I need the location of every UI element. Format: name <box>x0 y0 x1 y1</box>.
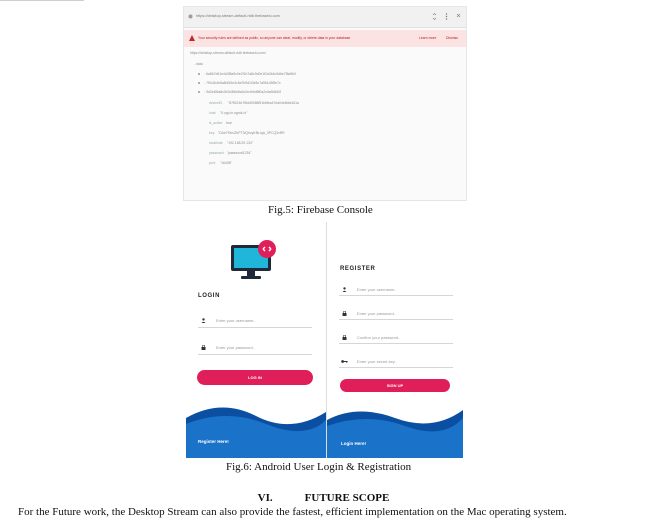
secret-key-underline <box>339 367 453 368</box>
username-input[interactable]: Enter your username.. <box>216 318 256 323</box>
lock-icon <box>188 14 193 19</box>
secret-key-input[interactable]: Enter your secret key.. <box>357 359 397 364</box>
db-root-key[interactable]: - data <box>194 62 203 66</box>
reg-password-input[interactable]: Enter your password.. <box>357 311 396 316</box>
lock-icon <box>342 335 347 340</box>
db-entry[interactable]: - 9d2e4f6a8c0b2d4f6e8a0c2e4b6d8f0a2c4e6b8d0f <box>204 90 281 94</box>
db-entry[interactable]: - 7f0c2b4e6a8d0f1e3c5a7b9d1f3e5c7a9b1d3f5e7c <box>204 81 281 85</box>
register-link[interactable]: Register Here! <box>198 439 229 444</box>
field-value: "87ff224e7f6dd9268f51b6fea47ea04e6bfa161a <box>228 101 299 105</box>
register-title: REGISTER <box>340 266 376 272</box>
login-button[interactable]: LOG IN <box>197 370 313 385</box>
more-vert-icon[interactable] <box>444 13 449 20</box>
reg-password-underline <box>339 319 453 320</box>
user-icon <box>201 318 206 323</box>
field-key: password: <box>209 151 225 155</box>
field-key: localhost: <box>209 141 224 145</box>
body-paragraph: For the Future work, the Desktop Stream can also provide the fastest, efficient implementation on the Mac operating system. <box>18 506 567 518</box>
field-value: true <box>226 121 232 125</box>
password-input[interactable]: Enter your password.. <box>216 345 255 350</box>
db-path: https://desktop-stream-default-rtdb.firebaseio.com/ <box>190 51 266 55</box>
browser-url: https://desktop-stream-default-rtdb.firebaseio.com <box>196 14 280 18</box>
tree-bullet <box>198 82 200 84</box>
field-key: devicelD: <box>209 101 223 105</box>
lock-icon <box>342 311 347 316</box>
key-icon <box>341 359 348 364</box>
user-icon <box>342 287 347 292</box>
signup-button[interactable]: SIGN UP <box>340 379 450 392</box>
reg-username-underline <box>339 295 453 296</box>
security-warning-banner <box>184 30 466 47</box>
warning-text: Your security rules are defined as public, so anyone can steal, modify, or delete data in your database <box>198 36 351 40</box>
db-entry[interactable]: - 6a8b7d61e4d3f5a9c0e2f1b7a8c9d0e1f2a3b4c5d6e7f8a9b0 <box>204 72 297 76</box>
tree-bullet <box>198 91 200 93</box>
confirm-password-underline <box>339 343 453 344</box>
field-value: "password1234" <box>227 151 252 155</box>
figure-6-caption: Fig.6: Android User Login & Registration <box>226 461 412 473</box>
login-title: LOGIN <box>198 293 220 299</box>
browser-url-bar[interactable] <box>184 7 466 28</box>
wave-background <box>186 398 326 458</box>
lock-icon <box>201 345 206 350</box>
figure-5-caption: Fig.5: Firebase Console <box>268 204 373 216</box>
password-underline <box>198 354 312 355</box>
section-heading <box>0 492 647 504</box>
section-title: FUTURE SCOPE <box>304 492 390 504</box>
field-key: host: <box>209 111 217 115</box>
field-key: port: <box>209 161 216 165</box>
wave-background <box>327 398 463 458</box>
field-value: "16408" <box>220 161 232 165</box>
field-key: is_active: <box>209 121 224 125</box>
dismiss-button[interactable]: Dismiss <box>446 36 458 40</box>
field-value: "192.168.29.134" <box>227 141 253 145</box>
confirm-password-input[interactable]: Confirm your password.. <box>357 335 401 340</box>
reg-username-input[interactable]: Enter your username.. <box>357 287 397 292</box>
register-screen <box>327 222 463 458</box>
learn-more-link[interactable]: Learn more <box>419 36 437 40</box>
section-number: VI. <box>257 492 273 504</box>
top-rule <box>0 0 84 1</box>
field-value: "DAir7f0m/ZbPT3/QhvyK8k.iqA_3PCQ3vRR <box>218 131 285 135</box>
field-value: "0.cpp.in.ngrok.io" <box>220 111 248 115</box>
firebase-console-screenshot <box>183 6 467 201</box>
username-underline <box>198 327 312 328</box>
login-screen <box>186 222 327 458</box>
expand-icon[interactable] <box>432 13 437 20</box>
field-key: key: <box>209 131 216 135</box>
monitor-share-icon <box>229 239 281 281</box>
collapse-icon[interactable] <box>456 13 461 20</box>
login-link[interactable]: Login Here! <box>341 441 367 446</box>
warning-icon <box>189 35 195 41</box>
tree-bullet <box>198 73 200 75</box>
